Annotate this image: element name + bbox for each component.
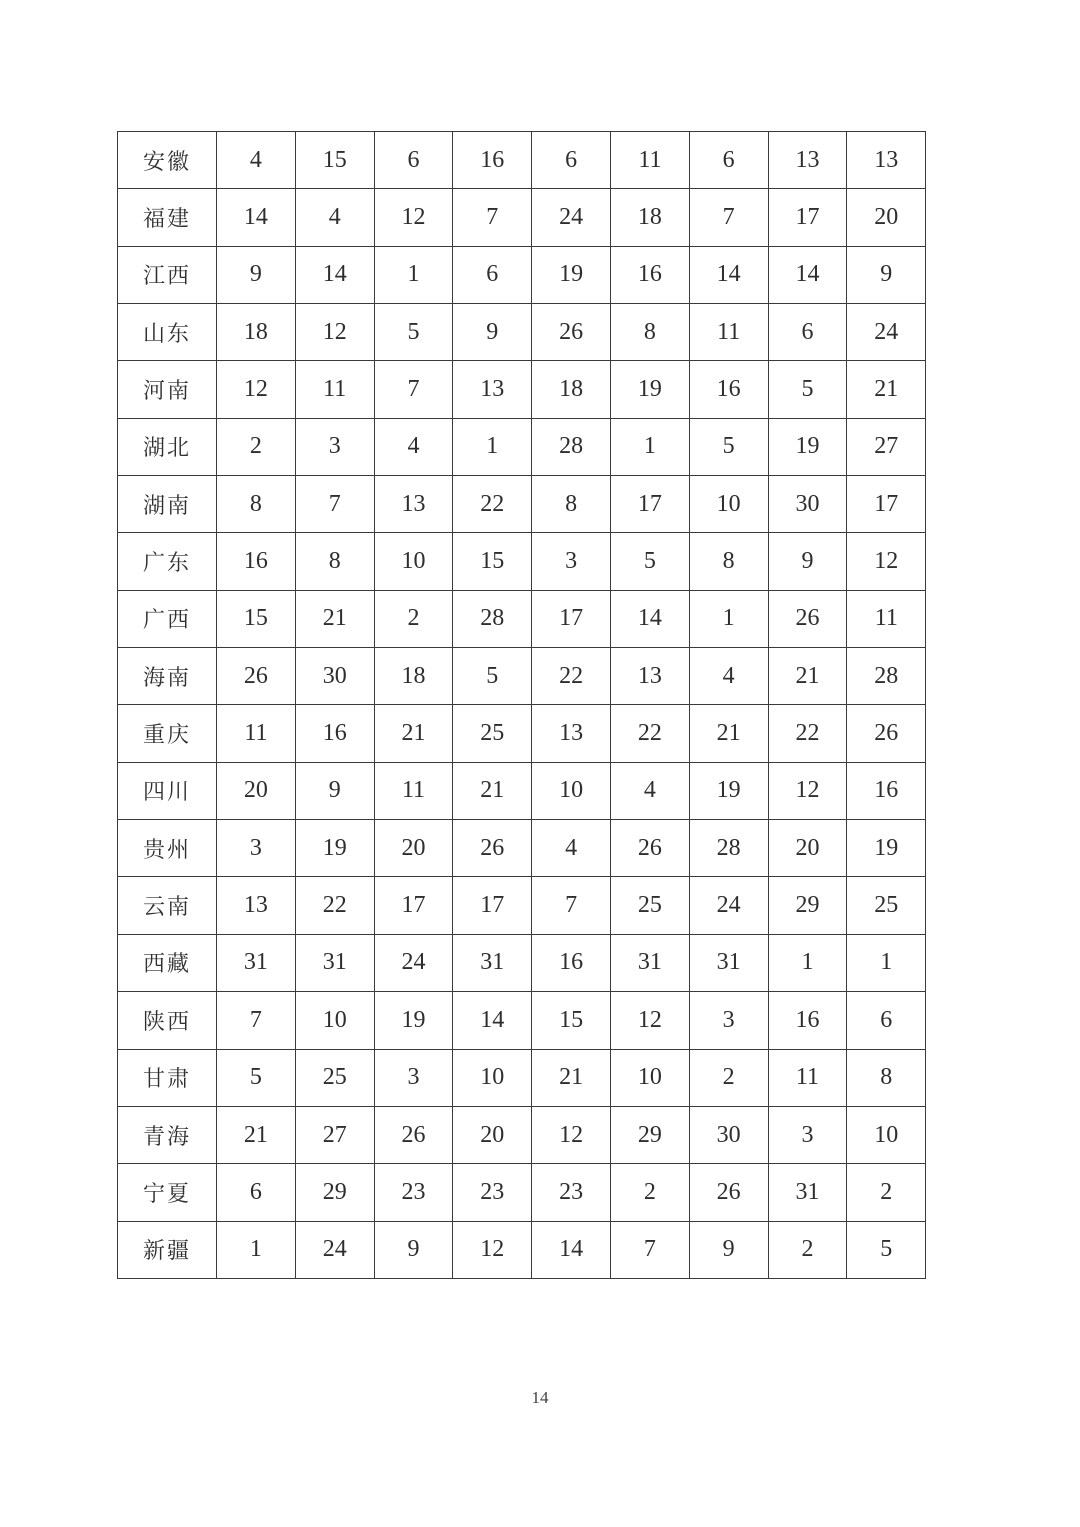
- province-name-cell: 山东: [118, 304, 217, 361]
- rank-value-cell: 4: [689, 648, 768, 705]
- rank-value-cell: 11: [847, 590, 926, 647]
- table-row: [118, 992, 926, 1049]
- rank-value-cell: 19: [295, 820, 374, 877]
- province-name-cell: 贵州: [118, 820, 217, 877]
- rank-value-cell: 13: [374, 476, 453, 533]
- rank-value-cell: 31: [768, 1164, 847, 1221]
- rank-value-cell: 17: [610, 476, 689, 533]
- rank-value-cell: 26: [374, 1106, 453, 1163]
- rank-value-cell: 13: [768, 132, 847, 189]
- table-row: [118, 132, 926, 189]
- rank-value-cell: 3: [689, 992, 768, 1049]
- rank-value-cell: 12: [610, 992, 689, 1049]
- rank-value-cell: 4: [295, 189, 374, 246]
- rank-value-cell: 4: [610, 762, 689, 819]
- rank-value-cell: 5: [453, 648, 532, 705]
- table-row: [118, 1164, 926, 1221]
- rank-value-cell: 10: [610, 1049, 689, 1106]
- rank-value-cell: 9: [374, 1221, 453, 1278]
- rank-value-cell: 16: [532, 934, 611, 991]
- rank-value-cell: 10: [453, 1049, 532, 1106]
- rank-value-cell: 16: [847, 762, 926, 819]
- province-name-cell: 广东: [118, 533, 217, 590]
- rank-value-cell: 22: [295, 877, 374, 934]
- rank-value-cell: 8: [847, 1049, 926, 1106]
- table-row: [118, 304, 926, 361]
- rank-value-cell: 1: [768, 934, 847, 991]
- rank-value-cell: 16: [689, 361, 768, 418]
- province-name-cell: 海南: [118, 648, 217, 705]
- province-name-cell: 甘肃: [118, 1049, 217, 1106]
- rank-value-cell: 12: [532, 1106, 611, 1163]
- rank-value-cell: 20: [847, 189, 926, 246]
- table-row: [118, 648, 926, 705]
- rank-value-cell: 30: [295, 648, 374, 705]
- rank-value-cell: 15: [532, 992, 611, 1049]
- rank-value-cell: 29: [610, 1106, 689, 1163]
- rank-value-cell: 23: [374, 1164, 453, 1221]
- province-name-cell: 河南: [118, 361, 217, 418]
- rank-value-cell: 9: [295, 762, 374, 819]
- rank-value-cell: 22: [768, 705, 847, 762]
- rank-value-cell: 12: [768, 762, 847, 819]
- rank-value-cell: 31: [217, 934, 296, 991]
- rank-value-cell: 7: [295, 476, 374, 533]
- rank-value-cell: 3: [374, 1049, 453, 1106]
- rank-value-cell: 28: [689, 820, 768, 877]
- rank-value-cell: 26: [453, 820, 532, 877]
- table-row: [118, 1049, 926, 1106]
- province-name-cell: 江西: [118, 246, 217, 303]
- rank-value-cell: 13: [610, 648, 689, 705]
- rank-value-cell: 26: [689, 1164, 768, 1221]
- rank-value-cell: 15: [295, 132, 374, 189]
- page-number: 14: [531, 1388, 549, 1407]
- rank-value-cell: 21: [532, 1049, 611, 1106]
- rank-value-cell: 1: [374, 246, 453, 303]
- table-row: [118, 934, 926, 991]
- rank-value-cell: 14: [610, 590, 689, 647]
- province-name-cell: 广西: [118, 590, 217, 647]
- rank-value-cell: 31: [295, 934, 374, 991]
- rank-value-cell: 25: [453, 705, 532, 762]
- rank-value-cell: 12: [217, 361, 296, 418]
- rank-value-cell: 3: [295, 418, 374, 475]
- rank-value-cell: 7: [217, 992, 296, 1049]
- rank-value-cell: 7: [610, 1221, 689, 1278]
- rank-value-cell: 3: [217, 820, 296, 877]
- rank-value-cell: 12: [847, 533, 926, 590]
- rank-value-cell: 27: [295, 1106, 374, 1163]
- rank-value-cell: 5: [374, 304, 453, 361]
- province-name-cell: 新疆: [118, 1221, 217, 1278]
- rank-value-cell: 19: [374, 992, 453, 1049]
- rank-value-cell: 22: [453, 476, 532, 533]
- rank-value-cell: 14: [532, 1221, 611, 1278]
- province-name-cell: 福建: [118, 189, 217, 246]
- rank-value-cell: 29: [768, 877, 847, 934]
- rank-value-cell: 1: [847, 934, 926, 991]
- rank-value-cell: 27: [847, 418, 926, 475]
- rank-value-cell: 11: [217, 705, 296, 762]
- rank-value-cell: 4: [374, 418, 453, 475]
- table-body: [118, 132, 926, 1279]
- rank-value-cell: 31: [453, 934, 532, 991]
- rank-value-cell: 26: [217, 648, 296, 705]
- rank-value-cell: 28: [847, 648, 926, 705]
- table-row: [118, 1106, 926, 1163]
- rank-value-cell: 7: [453, 189, 532, 246]
- rank-value-cell: 28: [532, 418, 611, 475]
- rank-value-cell: 19: [847, 820, 926, 877]
- province-name-cell: 湖北: [118, 418, 217, 475]
- table-row: [118, 1221, 926, 1278]
- rank-value-cell: 26: [532, 304, 611, 361]
- rank-value-cell: 5: [610, 533, 689, 590]
- rank-value-cell: 26: [610, 820, 689, 877]
- rank-value-cell: 6: [217, 1164, 296, 1221]
- rank-value-cell: 31: [610, 934, 689, 991]
- rank-value-cell: 16: [768, 992, 847, 1049]
- rank-value-cell: 16: [217, 533, 296, 590]
- rank-value-cell: 17: [374, 877, 453, 934]
- rank-value-cell: 2: [217, 418, 296, 475]
- rank-value-cell: 21: [295, 590, 374, 647]
- table-row: [118, 533, 926, 590]
- rank-value-cell: 1: [610, 418, 689, 475]
- rank-value-cell: 11: [374, 762, 453, 819]
- province-name-cell: 湖南: [118, 476, 217, 533]
- rank-value-cell: 25: [610, 877, 689, 934]
- rank-value-cell: 24: [374, 934, 453, 991]
- table-row: [118, 361, 926, 418]
- rank-value-cell: 2: [374, 590, 453, 647]
- rank-value-cell: 21: [689, 705, 768, 762]
- rank-value-cell: 7: [532, 877, 611, 934]
- rank-value-cell: 25: [847, 877, 926, 934]
- rank-value-cell: 10: [689, 476, 768, 533]
- rank-value-cell: 13: [453, 361, 532, 418]
- rank-value-cell: 6: [847, 992, 926, 1049]
- rank-value-cell: 14: [453, 992, 532, 1049]
- rank-value-cell: 2: [610, 1164, 689, 1221]
- rank-value-cell: 6: [532, 132, 611, 189]
- rank-value-cell: 8: [217, 476, 296, 533]
- rank-value-cell: 2: [689, 1049, 768, 1106]
- rank-value-cell: 6: [689, 132, 768, 189]
- rank-value-cell: 11: [689, 304, 768, 361]
- rank-value-cell: 11: [610, 132, 689, 189]
- province-name-cell: 青海: [118, 1106, 217, 1163]
- rank-value-cell: 8: [295, 533, 374, 590]
- rank-value-cell: 21: [847, 361, 926, 418]
- province-name-cell: 陕西: [118, 992, 217, 1049]
- rank-value-cell: 13: [217, 877, 296, 934]
- rank-value-cell: 1: [217, 1221, 296, 1278]
- table-row: [118, 476, 926, 533]
- rank-value-cell: 9: [217, 246, 296, 303]
- rank-value-cell: 9: [453, 304, 532, 361]
- rank-value-cell: 29: [295, 1164, 374, 1221]
- rank-value-cell: 21: [217, 1106, 296, 1163]
- table-row: [118, 762, 926, 819]
- province-name-cell: 西藏: [118, 934, 217, 991]
- rank-value-cell: 16: [295, 705, 374, 762]
- rank-value-cell: 16: [610, 246, 689, 303]
- rank-value-cell: 17: [532, 590, 611, 647]
- rank-value-cell: 12: [295, 304, 374, 361]
- province-name-cell: 重庆: [118, 705, 217, 762]
- rank-value-cell: 20: [768, 820, 847, 877]
- rank-value-cell: 8: [532, 476, 611, 533]
- rank-value-cell: 7: [689, 189, 768, 246]
- rank-value-cell: 30: [768, 476, 847, 533]
- rank-value-cell: 14: [768, 246, 847, 303]
- rank-value-cell: 17: [768, 189, 847, 246]
- rank-value-cell: 5: [847, 1221, 926, 1278]
- rank-value-cell: 12: [453, 1221, 532, 1278]
- rank-value-cell: 11: [295, 361, 374, 418]
- rank-value-cell: 6: [453, 246, 532, 303]
- rank-value-cell: 31: [689, 934, 768, 991]
- rank-value-cell: 19: [689, 762, 768, 819]
- rank-value-cell: 19: [610, 361, 689, 418]
- rank-value-cell: 15: [453, 533, 532, 590]
- rank-value-cell: 30: [689, 1106, 768, 1163]
- rank-value-cell: 2: [847, 1164, 926, 1221]
- rank-value-cell: 6: [374, 132, 453, 189]
- rank-value-cell: 14: [295, 246, 374, 303]
- rank-value-cell: 20: [453, 1106, 532, 1163]
- rank-value-cell: 12: [374, 189, 453, 246]
- rank-value-cell: 22: [532, 648, 611, 705]
- rank-value-cell: 1: [453, 418, 532, 475]
- rank-value-cell: 14: [217, 189, 296, 246]
- rank-value-cell: 28: [453, 590, 532, 647]
- rank-value-cell: 9: [768, 533, 847, 590]
- rank-value-cell: 23: [532, 1164, 611, 1221]
- rank-value-cell: 24: [532, 189, 611, 246]
- rank-value-cell: 24: [295, 1221, 374, 1278]
- rank-value-cell: 5: [217, 1049, 296, 1106]
- table-row: [118, 418, 926, 475]
- rank-value-cell: 18: [217, 304, 296, 361]
- rank-value-cell: 24: [689, 877, 768, 934]
- rank-value-cell: 17: [847, 476, 926, 533]
- rank-value-cell: 21: [453, 762, 532, 819]
- rank-value-cell: 8: [610, 304, 689, 361]
- rank-value-cell: 21: [768, 648, 847, 705]
- rank-value-cell: 13: [532, 705, 611, 762]
- rank-value-cell: 13: [847, 132, 926, 189]
- rank-value-cell: 14: [689, 246, 768, 303]
- table-row: [118, 246, 926, 303]
- rank-value-cell: 9: [847, 246, 926, 303]
- rank-value-cell: 16: [453, 132, 532, 189]
- rank-value-cell: 3: [768, 1106, 847, 1163]
- rank-value-cell: 5: [689, 418, 768, 475]
- table-row: [118, 705, 926, 762]
- rank-value-cell: 15: [217, 590, 296, 647]
- table-row: [118, 590, 926, 647]
- rank-value-cell: 23: [453, 1164, 532, 1221]
- rank-value-cell: 18: [532, 361, 611, 418]
- rank-value-cell: 22: [610, 705, 689, 762]
- table-row: [118, 189, 926, 246]
- rank-value-cell: 20: [217, 762, 296, 819]
- rank-value-cell: 4: [217, 132, 296, 189]
- rank-value-cell: 19: [768, 418, 847, 475]
- rank-value-cell: 3: [532, 533, 611, 590]
- rank-value-cell: 8: [689, 533, 768, 590]
- rank-value-cell: 5: [768, 361, 847, 418]
- rank-value-cell: 10: [532, 762, 611, 819]
- rank-value-cell: 19: [532, 246, 611, 303]
- rank-value-cell: 1: [689, 590, 768, 647]
- province-name-cell: 四川: [118, 762, 217, 819]
- province-name-cell: 云南: [118, 877, 217, 934]
- rank-value-cell: 26: [847, 705, 926, 762]
- rank-value-cell: 26: [768, 590, 847, 647]
- rank-value-cell: 7: [374, 361, 453, 418]
- province-name-cell: 宁夏: [118, 1164, 217, 1221]
- province-name-cell: 安徽: [118, 132, 217, 189]
- rank-value-cell: 18: [374, 648, 453, 705]
- rank-value-cell: 25: [295, 1049, 374, 1106]
- rank-value-cell: 18: [610, 189, 689, 246]
- rank-value-cell: 20: [374, 820, 453, 877]
- rank-value-cell: 17: [453, 877, 532, 934]
- rank-value-cell: 10: [374, 533, 453, 590]
- rank-value-cell: 10: [295, 992, 374, 1049]
- rank-value-cell: 2: [768, 1221, 847, 1278]
- rank-value-cell: 4: [532, 820, 611, 877]
- table-row: [118, 820, 926, 877]
- rank-value-cell: 11: [768, 1049, 847, 1106]
- rank-value-cell: 21: [374, 705, 453, 762]
- province-rank-table: [117, 131, 926, 1279]
- rank-value-cell: 6: [768, 304, 847, 361]
- rank-value-cell: 10: [847, 1106, 926, 1163]
- rank-value-cell: 24: [847, 304, 926, 361]
- table-row: [118, 877, 926, 934]
- rank-value-cell: 9: [689, 1221, 768, 1278]
